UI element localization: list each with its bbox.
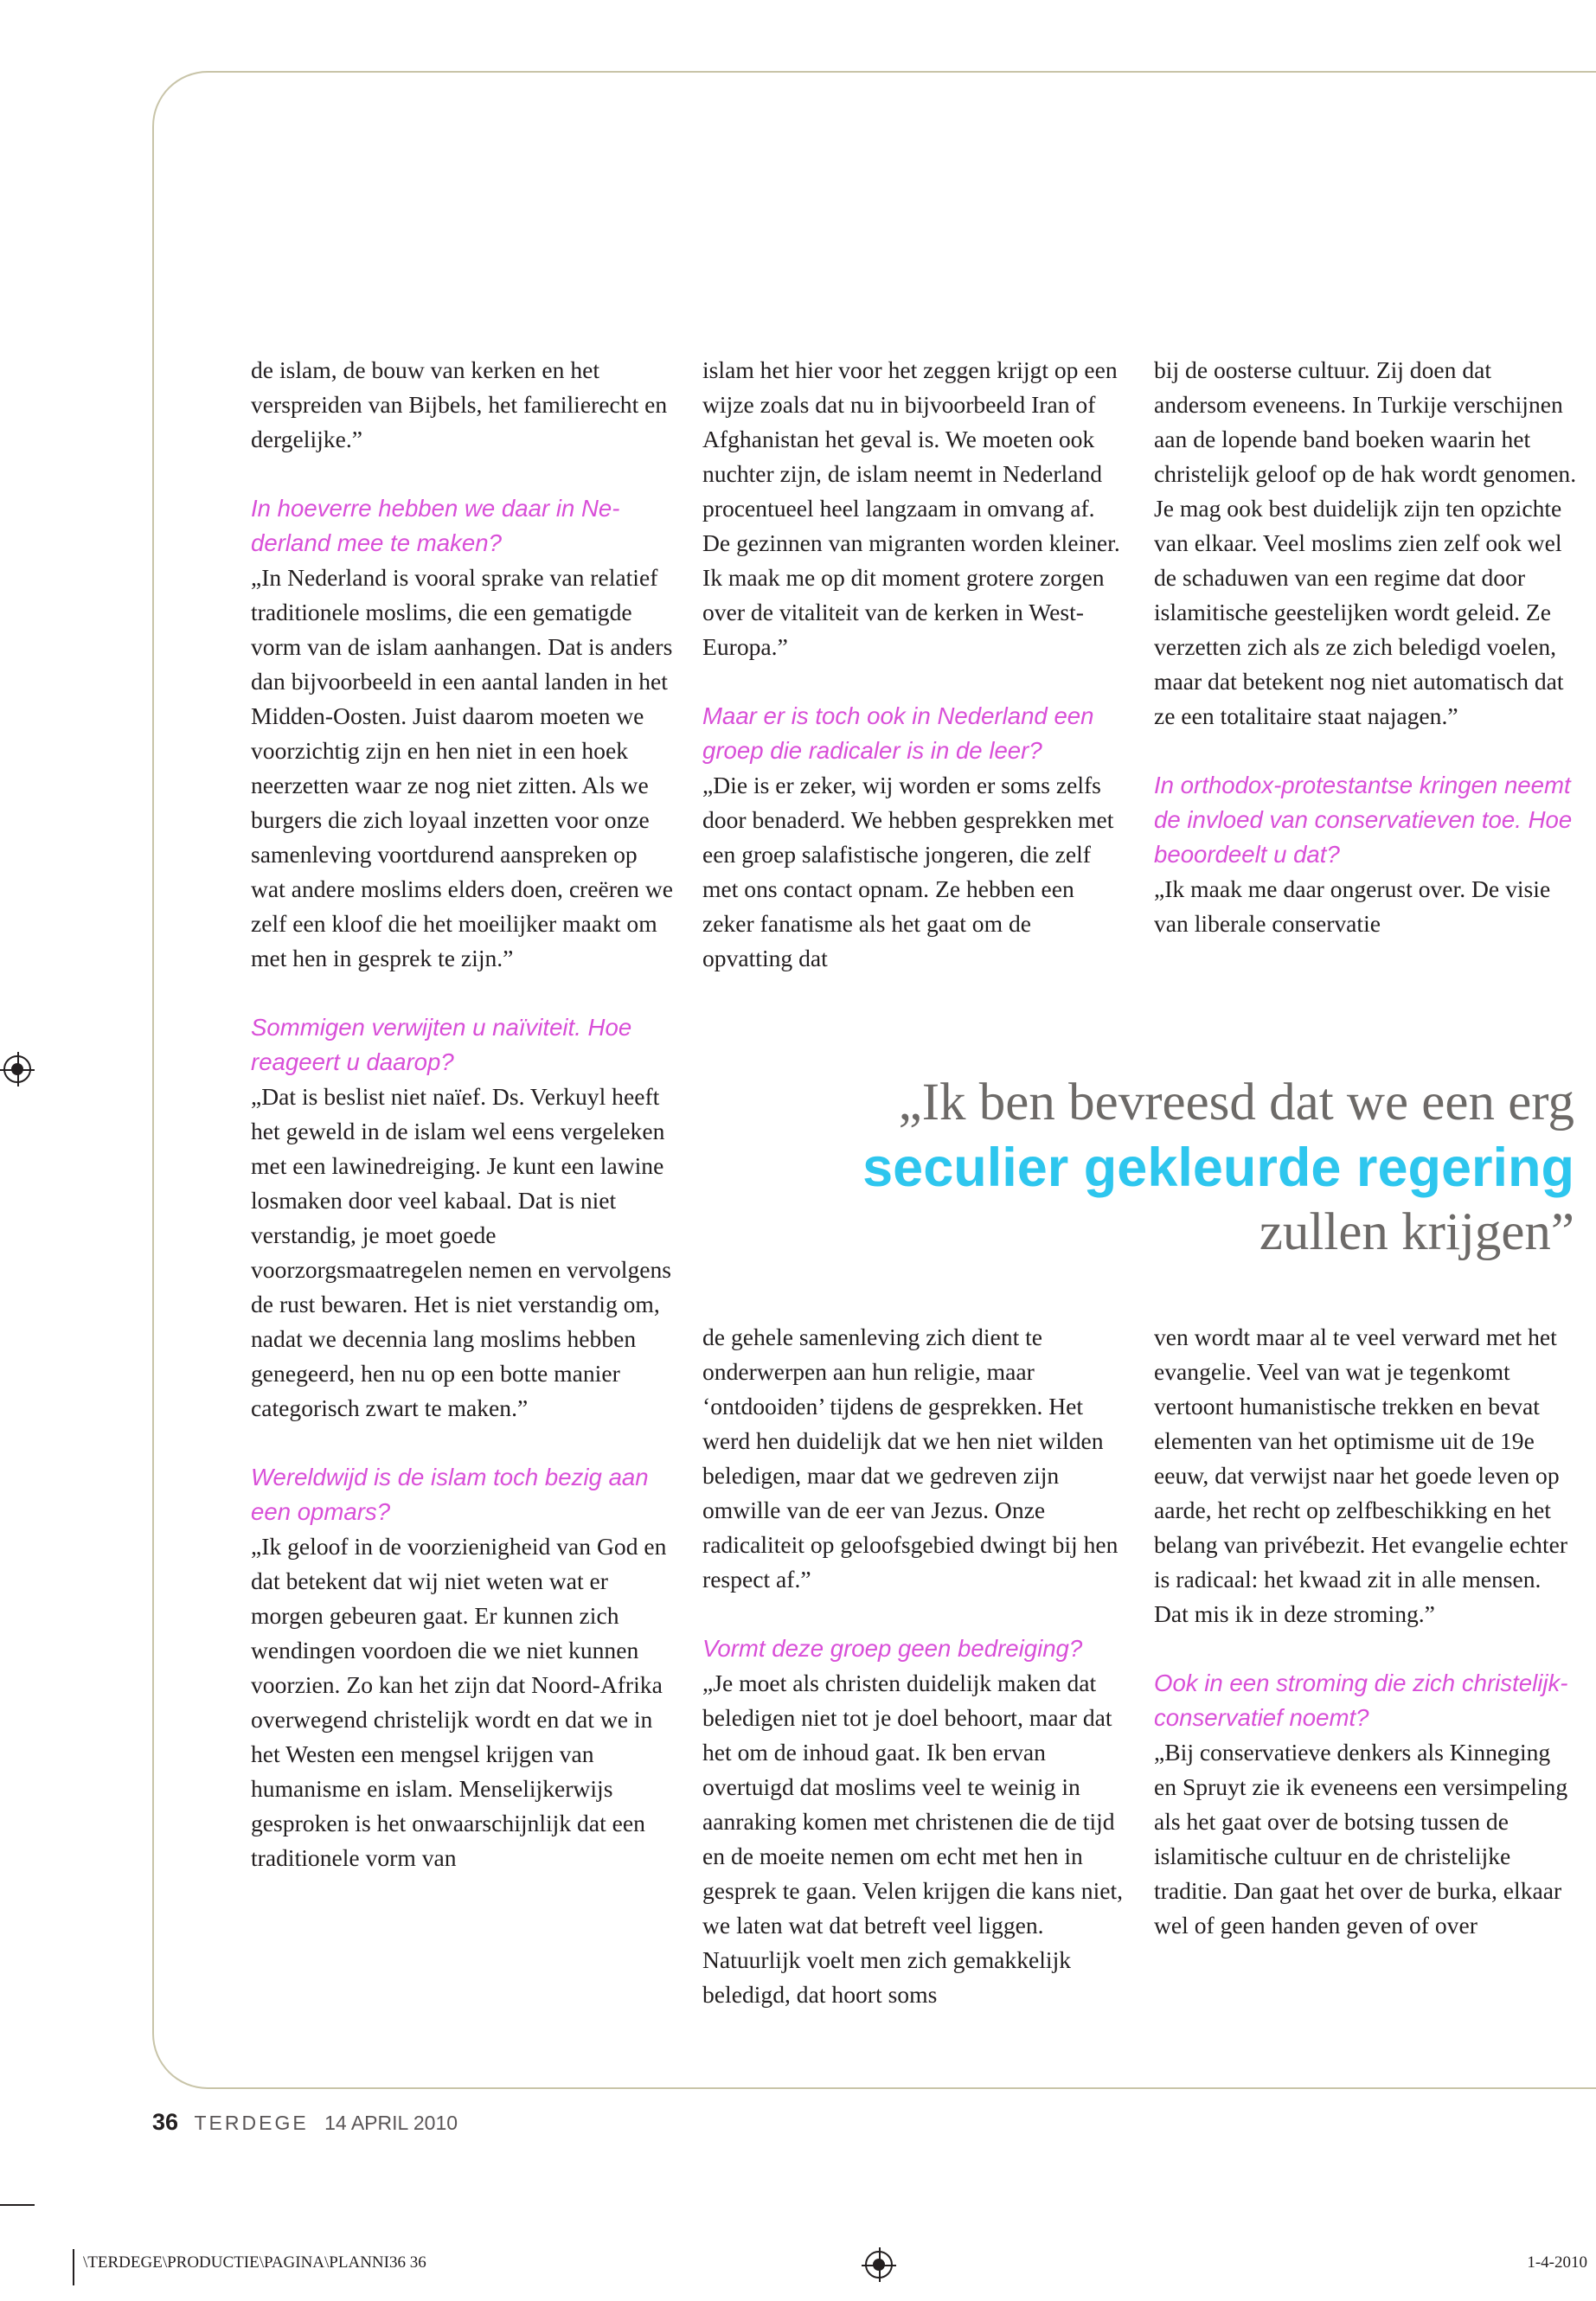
pull-quote xyxy=(709,1071,1574,1265)
issue-date: 14 APRIL 2010 xyxy=(324,2112,458,2134)
slug-path: \TERDEGE\PRODUCTIE\PAGINA\PLANNI36 36 xyxy=(83,2253,426,2272)
registration-mark-left-icon xyxy=(3,1055,31,1083)
interview-answer: islam het hier voor het zeggen krijgt op een wijze zoals dat nu in bijvoorbeeld Iran of Afghanistan het geval is. We moeten ook nuchter zijn, de islam neemt in Nederland procentueel heel langzaam in omvang af. De gezinnen van migranten worden kleiner. Ik maak me op dit moment grotere zorgen over de vitaliteit van de kerken in West-Europa.” xyxy=(702,356,1120,660)
interview-question: Wereldwijd is de islam toch bezig aan een opmars? xyxy=(251,1464,649,1525)
page-footer xyxy=(152,2109,458,2136)
interview-question: Sommigen verwijten u naïviteit. Hoe reageert u daarop? xyxy=(251,1014,632,1075)
column-2-bottom xyxy=(702,1320,1126,2012)
column-3-top xyxy=(1154,353,1578,941)
pull-quote-highlight: seculier gekleurde regering xyxy=(862,1138,1574,1198)
interview-question: Ook in een stroming die zich christelijk-conservatief noemt? xyxy=(1154,1670,1568,1731)
interview-answer: „Je moet als christen duidelijk maken dat beledigen niet tot je doel behoort, maar dat het om de inhoud gaat. Ik ben ervan overtuigd dat moslims veel te weinig in aanraking komen met christenen die de tijd en de moeite nemen om echt met hen in gesprek te gaan. Velen krijgen die kans niet, we laten wat dat betreft veel liggen. Natuurlijk voelt men zich gemakkelijk beledigd, dat hoort soms xyxy=(702,1670,1124,2008)
interview-answer: „Bij conservatieve denkers als Kinneging en Spruyt zie ik eveneens een versimpeling als het gaat over de botsing tussen de islamitische cultuur en de christelijke traditie. Dan gaat het over de burka, elkaar wel of geen handen geven of over xyxy=(1154,1739,1568,1939)
column-1-top xyxy=(251,353,675,1875)
interview-answer: „Dat is beslist niet naïef. Ds. Verkuyl heeft het geweld in de islam wel eens vergeleken met een lawinedreiging. Je kunt een lawine losmaken door veel kabaal. Dat is niet verstandig, je moet goede voorzorgsmaatregelen nemen en vervolgens de rust bewaren. Het is niet verstandig om, nadat we decennia lang moslims hebben genegeerd, hen nu op een botte manier categorisch zwart te maken.” xyxy=(251,1083,672,1421)
interview-answer: de gehele samenleving zich dient te onderwerpen aan hun religie, maar ‘ontdooiden’ tijdens de gesprekken. Het werd hen duidelijk dat we hen niet wilden beledigen, maar dat we gedreven zijn omwille van de eer van Jezus. Onze radicaliteit op geloofsgebied dwingt bij hen respect af.” xyxy=(702,1324,1118,1593)
interview-question: Vormt deze groep geen bedreiging? xyxy=(702,1635,1083,1662)
pull-quote-line-3: zullen krijgen” xyxy=(1259,1203,1574,1261)
column-2-top xyxy=(702,353,1126,976)
interview-answer: „Ik maak me daar ongerust over. De visie van liberale conservatie xyxy=(1154,875,1551,937)
interview-question: Maar er is toch ook in Nederland een groep die radicaler is in de leer? xyxy=(702,702,1094,764)
crop-mark-horizontal xyxy=(0,2204,35,2206)
interview-answer: „Die is er zeker, wij worden er soms zelfs door benaderd. We hebben gesprekken met een groep salafistische jongeren, die zelf met ons contact opnam. Ze hebben een zeker fanatisme als het gaat om de opvatting dat xyxy=(702,772,1114,971)
column-3-bottom xyxy=(1154,1320,1578,1943)
interview-question: In orthodox-protestantse kringen neemt de invloed van conservatieven toe. Hoe beoordeelt u dat? xyxy=(1154,772,1573,868)
interview-answer: bij de oosterse cultuur. Zij doen dat andersom eveneens. In Turkije verschijnen aan de lopende band boeken waarin het christelijk geloof op de hak wordt genomen. Je mag ook best duidelijk zijn ten opzichte van elkaar. Veel moslims zien zelf ook wel de schaduwen van een regime dat door islamitische geestelijken wordt geleid. Ze verzetten zich als ze zich beledigd voelen, maar dat betekent nog niet automatisch dat ze een totalitaire staat najagen.” xyxy=(1154,356,1577,729)
magazine-name: TERDEGE xyxy=(194,2112,309,2134)
pull-quote-line-1: „Ik ben bevreesd dat we een erg xyxy=(898,1074,1574,1131)
page-number: 36 xyxy=(152,2109,179,2135)
interview-answer: ven wordt maar al te veel verward met het evangelie. Veel van wat je tegenkomt vertoont humanistische trekken en bevat elementen van het optimisme uit de 19e eeuw, dat verwijst naar het goede leven op aarde, het recht op zelfbeschikking en het belang van privébezit. Het evangelie echter is radicaal: het kwaad zit in alle mensen. Dat mis ik in deze stroming.” xyxy=(1154,1324,1568,1627)
interview-answer: „Ik geloof in de voorzienigheid van God en dat betekent dat wij niet weten wat er morgen gebeuren gaat. Er kunnen zich wendingen voordoen die we niet kunnen voorzien. Zo kan het zijn dat Noord-Afrika overwegend christelijk wordt en dat we in het Westen een mengsel krijgen van humanisme en islam. Menselijkerwijs gesproken is het onwaarschijnlijk dat een traditionele vorm van xyxy=(251,1533,667,1871)
registration-mark-bottom-icon xyxy=(865,2251,893,2279)
crop-mark-vertical xyxy=(73,2249,74,2285)
interview-question: In hoeverre hebben we daar in Nederland mee te maken? xyxy=(251,495,620,556)
interview-answer: „In Nederland is vooral sprake van relatief traditionele moslims, die een gematigde vorm van de islam aanhangen. Dat is anders dan bijvoorbeeld in een aantal landen in het Midden-Oosten. Juist daarom moeten we voorzichtig zijn en hen niet in een hoek neerzetten waar ze nog niet zitten. Als we burgers die zich loyaal inzetten voor onze samenleving voortdurend aanspreken op wat andere moslims elders doen, creëren we zelf een kloof die het moeilijker maakt om met hen in gesprek te zijn.” xyxy=(251,564,674,971)
interview-answer: de islam, de bouw van kerken en het verspreiden van Bijbels, het familierecht en dergelijke.” xyxy=(251,356,668,452)
slug-date: 1-4-2010 xyxy=(1527,2253,1587,2272)
